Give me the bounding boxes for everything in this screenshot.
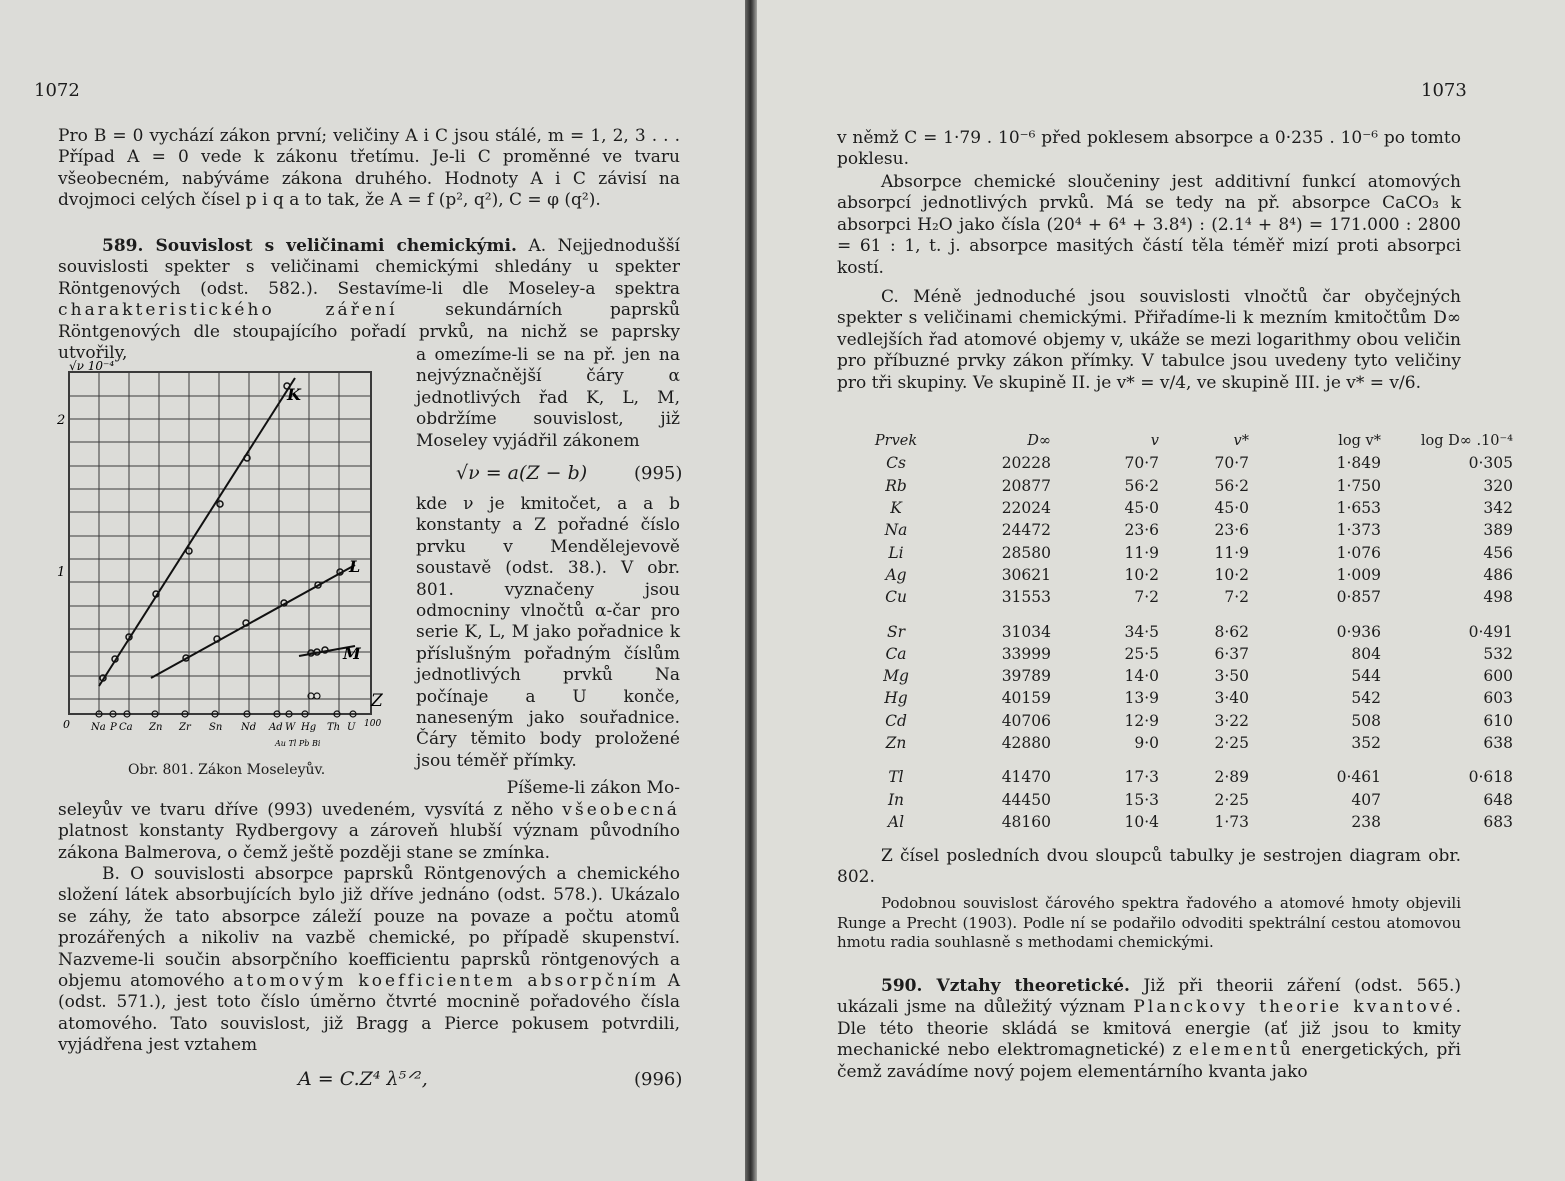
cell-log-d: 638	[1483, 734, 1513, 752]
cell-v: 10·2	[1124, 565, 1159, 584]
paragraph-b-text-1: B. O souvislosti absorpce paprsků Röntgenových a chemického složení látek absorbujících bylo již dříve jednáno (odst. 578.). Ukázalo se záhy, že tato absorpce záleží pouze na povaze a počtu atomů prozářených a nikoliv na vazbě chemické, po případě skupenství. Nazveme-li součin absorpčního koefficientu paprsků röntgenových a objemu atomového	[58, 864, 680, 992]
right-p4-text: Z čísel posledních dvou sloupců tabulky je sestrojen diagram obr. 802.	[837, 846, 1461, 888]
cell-v-star: 2·25	[1214, 734, 1249, 752]
cell-d-inf: 40159	[1001, 689, 1051, 708]
table-row	[851, 475, 1513, 497]
cell-log-d: 648	[1483, 790, 1513, 809]
section-590	[837, 976, 1461, 1083]
table-group-gap	[851, 754, 1513, 766]
table-row	[851, 811, 1513, 833]
section-589-title: 589. Souvislost s veličinami chemickými.	[102, 236, 517, 256]
cell-prvek: Sr	[886, 622, 906, 641]
table-row	[851, 766, 1513, 788]
cell-log-d: 683	[1483, 812, 1513, 831]
cell-log-d: 603	[1483, 689, 1513, 708]
cell-d-inf: 31553	[1001, 588, 1051, 607]
cell-d-inf: 31034	[1001, 622, 1051, 641]
cell-d-inf: 33999	[1001, 644, 1051, 663]
cell-prvek: Al	[887, 812, 905, 831]
cell-prvek: K	[890, 499, 902, 518]
moseley-law-figure	[55, 356, 385, 766]
cell-v: 70·7	[1124, 454, 1159, 473]
cell-v-star: 11·9	[1214, 543, 1249, 562]
intro-paragraph	[58, 126, 680, 212]
x-label-w: W	[285, 722, 296, 733]
section-590-text-b: . Dle této theorie skládá se kmitová energie (ať již jsou to kmity mechanické nebo elektromagnetické) z	[837, 997, 1462, 1061]
table-row	[851, 452, 1513, 474]
cell-log-v-star: 542	[1351, 689, 1381, 708]
side-text-1: a omezíme-li se na př. jen na nejvýznačnější čáry α jednotlivých řad K, L, M, obdržíme souvislost, již Moseley vyjádřil zákonem	[416, 345, 680, 451]
side-text-2: kde ν je kmitočet, a a b konstanty a Z pořadné číslo prvku v Mendělejevově soustavě (odst. 38.). V obr. 801. vyznačeny jsou odmocniny vlnočtů α-čar pro serie K, L, M jako pořadnice k příslušným pořadným číslům jednotlivých prvků Na počínaje a U konče, naneseným jako souřadnice. Čáry těmito body proložené jsou téměř přímky.	[416, 494, 680, 771]
cell-d-inf: 22024	[1001, 499, 1051, 518]
table-row	[851, 497, 1513, 519]
x-axis-label: Z	[371, 691, 383, 711]
section-590-spaced-2: elementů	[1188, 1040, 1294, 1061]
cell-v-star: 2·25	[1214, 790, 1249, 809]
cell-prvek: Tl	[888, 768, 904, 787]
cell-v-star: 70·7	[1214, 454, 1249, 473]
cell-v-star: 3·40	[1214, 689, 1249, 708]
x-label-p: P	[110, 722, 117, 733]
cell-v: 10·4	[1124, 812, 1159, 831]
table-row	[851, 710, 1513, 732]
cell-v: 11·9	[1124, 543, 1159, 562]
cell-prvek: Cd	[885, 711, 907, 730]
right-p5-text: Podobnou souvislost čárového spektra řadového a atomové hmoty objevili Runge a Precht (1903). Podle ní se podařilo odvoditi spektrální cestou atomovou hmotu radia souhlasně s methodami chemickými.	[837, 894, 1461, 952]
cell-log-v-star: 804	[1351, 644, 1381, 663]
x-element-labels	[90, 722, 356, 748]
cell-d-inf: 39789	[1001, 667, 1051, 686]
section-589-spaced: charakteristického záření	[58, 300, 398, 321]
cell-log-d: 532	[1483, 644, 1513, 663]
series-k-label: K	[287, 385, 301, 404]
paragraph-b	[58, 864, 680, 1057]
table-row	[851, 541, 1513, 563]
y-tick-2: 2	[57, 413, 66, 428]
x-label-nd: Nd	[241, 722, 257, 733]
right-p2-text: Absorpce chemické sloučeniny jest additivní funkcí atomových absorpcí jednotlivých prvků. Má se tedy na př. absorpce CaCO₃ k absorpci H₂O jako čísla (20⁴ + 6⁴ + 3.8⁴) : (2.1⁴ + 8⁴) = 171.000 : 2800 = 61 : 1, t. j. absorpce masitých částí těla téměř mizí proti absorpci kostí.	[837, 172, 1461, 278]
right-paragraph-4	[837, 846, 1461, 889]
figure-caption: Obr. 801. Zákon Moseleyův.	[128, 762, 326, 778]
cell-log-v-star: 1·373	[1336, 521, 1381, 540]
table-body	[851, 452, 1513, 833]
cell-prvek: Ag	[885, 565, 907, 584]
right-paragraph-1	[837, 128, 1461, 171]
y-axis-label: √ν 10⁻⁴	[69, 359, 115, 373]
cell-log-v-star: 1·076	[1336, 543, 1381, 562]
th-d-inf: D∞	[1027, 433, 1051, 450]
cell-v-star: 7·2	[1224, 588, 1249, 607]
x-label-ca: Ca	[119, 722, 133, 733]
x-label-ad: Ad	[269, 722, 283, 733]
cell-prvek: In	[887, 790, 905, 809]
cell-prvek: Ca	[885, 644, 907, 663]
x-element-sublabel: Au Tl Pb Bi	[275, 739, 321, 748]
table-row	[851, 519, 1513, 541]
cell-log-d: 0·618	[1468, 768, 1513, 787]
section-590-text-a: Již při theorii záření (odst. 565.) ukázali jsme na důležitý význam	[837, 976, 1461, 1018]
cell-log-v-star: 352	[1351, 734, 1381, 752]
cell-log-v-star: 1·653	[1336, 499, 1381, 518]
x-end-label: 100	[364, 719, 382, 729]
cell-log-d: 320	[1483, 476, 1513, 495]
table-row	[851, 620, 1513, 642]
cell-v: 14·0	[1124, 667, 1159, 686]
figure-side-text-3	[416, 778, 680, 799]
equation-995: √ν = a(Z − b)	[456, 462, 588, 484]
left-page	[0, 0, 745, 1181]
table-row	[851, 687, 1513, 709]
table-row	[851, 788, 1513, 810]
table-group-gap	[851, 608, 1513, 620]
table-row	[851, 732, 1513, 754]
right-paragraph-3	[837, 287, 1461, 394]
continuation-spaced: všeobecná	[562, 800, 680, 820]
x-label-sn: Sn	[209, 722, 223, 733]
th-v: v	[1150, 433, 1159, 450]
side-text-3: Píšeme-li zákon Mo-	[506, 778, 680, 798]
section-589-text-b: sekundárních paprsků Röntgenových dle stoupajícího pořadí prvků, na nichž se paprsky utvořily,	[58, 300, 680, 364]
cell-prvek: Cs	[886, 454, 906, 473]
table-row	[851, 564, 1513, 586]
cell-log-d: 486	[1483, 565, 1513, 584]
intro-text: Pro B = 0 vychází zákon první; veličiny A i C jsou stálé, m = 1, 2, 3 . . . Případ A = 0 vede k zákonu třetímu. Je-li C proměnné ve tvaru všeobecném, nabýváme zákona druhého. Hodnoty A i C závisí na dvojmoci celých čísel p i q a to tak, že A = f (p², q²), C = φ (q²).	[58, 126, 680, 211]
cell-v: 45·0	[1124, 499, 1159, 518]
cell-log-d: 342	[1483, 499, 1513, 518]
continuation-paragraph	[58, 800, 680, 864]
series-m-label: M	[343, 644, 361, 663]
cell-v-star: 3·22	[1214, 711, 1249, 730]
cell-prvek: Hg	[884, 689, 908, 708]
spectra-table	[851, 430, 1513, 833]
cell-prvek: Mg	[883, 667, 909, 686]
cell-d-inf: 20228	[1001, 454, 1051, 473]
table-row	[851, 665, 1513, 687]
right-paragraph-2	[837, 172, 1461, 279]
cell-v-star: 8·62	[1214, 622, 1249, 641]
y-tick-0: 0	[63, 718, 70, 731]
right-p1-text: v němž C = 1·79 . 10⁻⁶ před poklesem absorpce a 0·235 . 10⁻⁶ po tomto poklesu.	[837, 128, 1461, 170]
right-paragraph-5	[837, 894, 1461, 953]
cell-v: 13·9	[1124, 689, 1159, 708]
cell-prvek: Zn	[885, 734, 907, 752]
cell-d-inf: 48160	[1001, 812, 1051, 831]
cell-d-inf: 24472	[1001, 521, 1051, 540]
cell-v: 25·5	[1124, 644, 1159, 663]
cell-log-v-star: 544	[1351, 667, 1381, 686]
right-p3-text: C. Méně jednoduché jsou souvislosti vlnočtů čar obyčejných spekter s veličinami chemickými. Přiřadíme-li k mezním kmitočtům D∞ vedlejších řad atomové objemy v, ukáže se mezi logarithmy obou veličin pro příbuzné prvky zákon přímky. V tabulce jsou uvedeny tyto veličiny pro tři skupiny. Ve skupině II. je v* = v/4, ve skupině III. je v* = v/6.	[837, 287, 1461, 393]
paragraph-b-text-2: A (odst. 571.), jest toto číslo úměrno čtvrté mocnině pořadového čísla atomového. Tato souvislost, již Bragg a Pierce pokusem potvrdili, vyjádřena jest vztahem	[58, 971, 680, 1056]
cell-log-d: 0·491	[1468, 622, 1513, 641]
table-row	[851, 586, 1513, 608]
section-590-spaced: Planckovy theorie kvantové	[1133, 997, 1456, 1018]
cell-v-star: 10·2	[1214, 565, 1249, 584]
book-gutter	[745, 0, 757, 1181]
cell-v: 56·2	[1124, 476, 1159, 495]
cell-prvek: Na	[884, 521, 908, 540]
cell-v: 9·0	[1134, 734, 1159, 752]
figure-side-text-2	[416, 494, 680, 772]
cell-v: 17·3	[1124, 768, 1159, 787]
continuation-text-a: seleyův ve tvaru dříve (993) uvedeném, vysvítá z něho	[58, 800, 563, 820]
cell-prvek: Li	[888, 543, 904, 562]
th-prvek: Prvek	[874, 433, 918, 450]
cell-log-d: 389	[1483, 521, 1513, 540]
cell-d-inf: 40706	[1001, 711, 1051, 730]
cell-v-star: 3·50	[1214, 667, 1249, 686]
cell-log-v-star: 407	[1351, 790, 1381, 809]
right-page	[757, 0, 1565, 1181]
th-log-v-star: log v*	[1338, 433, 1381, 450]
cell-log-d: 456	[1483, 543, 1513, 562]
th-log-d: log D∞ .10⁻⁴	[1420, 433, 1513, 450]
cell-v: 23·6	[1124, 521, 1159, 540]
cell-log-v-star: 508	[1351, 711, 1381, 730]
cell-v: 12·9	[1124, 711, 1159, 730]
cell-log-v-star: 1·750	[1336, 476, 1381, 495]
x-label-u: U	[347, 722, 356, 733]
cell-v-star: 56·2	[1214, 476, 1249, 495]
th-v-star: v*	[1233, 433, 1249, 450]
cell-d-inf: 28580	[1001, 543, 1051, 562]
x-label-zn: Zn	[149, 722, 163, 733]
cell-v-star: 6·37	[1214, 644, 1249, 663]
cell-log-v-star: 0·461	[1336, 768, 1381, 787]
cell-v: 34·5	[1124, 622, 1159, 641]
page-number-right: 1073	[1421, 80, 1467, 101]
table-row	[851, 643, 1513, 665]
x-label-na: Na	[91, 722, 106, 733]
paragraph-b-spaced: atomovým koefficientem absorpčním	[233, 971, 660, 992]
equation-996-number: (996)	[634, 1069, 683, 1090]
cell-v: 7·2	[1134, 588, 1159, 607]
cell-v-star: 1·73	[1214, 812, 1249, 831]
cell-d-inf: 41470	[1001, 768, 1051, 787]
cell-d-inf: 20877	[1001, 476, 1051, 495]
cell-prvek: Rb	[885, 476, 907, 495]
equation-995-number: (995)	[634, 463, 683, 484]
cell-d-inf: 30621	[1001, 565, 1051, 584]
cell-d-inf: 44450	[1001, 790, 1051, 809]
cell-log-v-star: 238	[1351, 812, 1381, 831]
cell-log-v-star: 0·857	[1336, 588, 1381, 607]
continuation-text-b: platnost konstanty Rydbergovy a zároveň hlubší význam původního zákona Balmerova, o čemž ještě později stane se zmínka.	[58, 821, 680, 863]
section-589-text-a: A. Nejjednodušší souvislosti spekter s veličinami chemickými shledány u spekter Röntgenových (odst. 582.). Sestavíme-li dle Moseley-a spektra	[58, 236, 680, 299]
cell-log-v-star: 1·849	[1336, 454, 1381, 473]
cell-log-d: 610	[1483, 711, 1513, 730]
x-label-hg: Hg	[301, 722, 317, 733]
section-590-text-c: energetických, při čemž zavádíme nový pojem elementárního kvanta jako	[837, 1040, 1461, 1082]
cell-v-star: 45·0	[1214, 499, 1249, 518]
cell-d-inf: 42880	[1001, 734, 1051, 752]
figure-side-text-1	[416, 345, 680, 452]
table-header-row	[851, 430, 1513, 452]
y-tick-1: 1	[57, 565, 66, 580]
cell-log-v-star: 0·936	[1336, 622, 1381, 641]
cell-prvek: Cu	[885, 588, 907, 607]
cell-v-star: 23·6	[1214, 521, 1249, 540]
cell-log-d: 600	[1483, 667, 1513, 686]
x-label-th: Th	[327, 722, 341, 733]
cell-log-d: 0·305	[1468, 454, 1513, 473]
cell-v-star: 2·89	[1214, 768, 1249, 787]
equation-996: A = C.Z⁴ λ⁵ᐟ²,	[298, 1068, 428, 1090]
page-number-left: 1072	[34, 80, 80, 101]
cell-log-d: 498	[1483, 588, 1513, 607]
cell-log-v-star: 1·009	[1336, 565, 1381, 584]
cell-v: 15·3	[1124, 790, 1159, 809]
x-label-zr: Zr	[179, 722, 191, 733]
section-590-title: 590. Vztahy theoretické.	[881, 976, 1130, 996]
series-l-label: L	[349, 557, 361, 576]
